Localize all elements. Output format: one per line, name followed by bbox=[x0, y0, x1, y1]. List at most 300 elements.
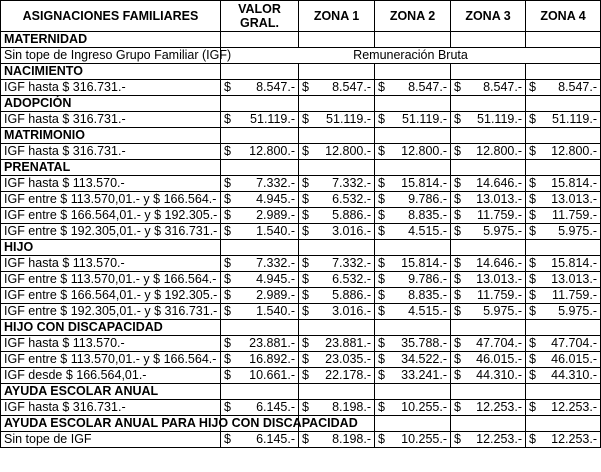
amount-cell bbox=[451, 144, 526, 160]
currency-sign: $ bbox=[224, 352, 231, 366]
amount-cell bbox=[451, 400, 526, 416]
empty-cell bbox=[221, 240, 299, 256]
table-body bbox=[1, 32, 601, 448]
currency-sign: $ bbox=[454, 288, 461, 302]
section-title: ADOPCIÓN bbox=[1, 96, 221, 112]
amount-value: 7.332.- bbox=[332, 256, 371, 270]
empty-cell bbox=[375, 384, 451, 400]
section-title: AYUDA ESCOLAR ANUAL bbox=[1, 384, 221, 400]
currency-sign: $ bbox=[302, 432, 309, 446]
empty-cell bbox=[526, 64, 601, 80]
amount-cell bbox=[451, 176, 526, 192]
amount-value: 44.310.- bbox=[476, 368, 522, 382]
amount-cell bbox=[526, 400, 601, 416]
currency-sign: $ bbox=[454, 368, 461, 382]
amount-value: 8.547.- bbox=[332, 80, 371, 94]
amount-value: 12.800.- bbox=[401, 144, 447, 158]
row-label: IGF entre $ 192.305,01.- y $ 316.731.- bbox=[1, 224, 221, 240]
amount-cell bbox=[451, 304, 526, 320]
amount-value: 11.759.- bbox=[552, 288, 597, 302]
table-row bbox=[1, 304, 601, 320]
amount-cell bbox=[526, 368, 601, 384]
currency-sign: $ bbox=[302, 336, 309, 350]
amount-cell bbox=[451, 112, 526, 128]
currency-sign: $ bbox=[378, 256, 385, 270]
section-row bbox=[1, 64, 601, 80]
amount-value: 47.704.- bbox=[476, 336, 522, 350]
empty-cell bbox=[375, 320, 451, 336]
amount-value: 7.332.- bbox=[256, 176, 295, 190]
empty-cell bbox=[526, 384, 601, 400]
empty-cell bbox=[221, 384, 299, 400]
amount-cell bbox=[375, 432, 451, 448]
amount-value: 10.661.- bbox=[249, 368, 295, 382]
currency-sign: $ bbox=[529, 272, 536, 286]
section-row bbox=[1, 320, 601, 336]
currency-sign: $ bbox=[529, 208, 536, 222]
empty-cell bbox=[451, 32, 526, 48]
amount-value: 44.310.- bbox=[551, 368, 597, 382]
empty-cell bbox=[299, 32, 375, 48]
amount-cell bbox=[451, 80, 526, 96]
currency-sign: $ bbox=[529, 224, 536, 238]
amount-value: 51.119.- bbox=[326, 112, 371, 126]
currency-sign: $ bbox=[302, 224, 309, 238]
amount-cell bbox=[221, 288, 299, 304]
row-label: IGF hasta $ 113.570.- bbox=[1, 336, 221, 352]
amount-value: 10.255.- bbox=[401, 432, 447, 446]
amount-cell bbox=[451, 208, 526, 224]
currency-sign: $ bbox=[224, 272, 231, 286]
table-row bbox=[1, 80, 601, 96]
row-label: Sin tope de Ingreso Grupo Familiar (IGF) bbox=[1, 48, 221, 64]
amount-cell bbox=[221, 224, 299, 240]
amount-cell bbox=[299, 400, 375, 416]
amount-cell bbox=[221, 80, 299, 96]
amount-cell bbox=[451, 288, 526, 304]
currency-sign: $ bbox=[378, 208, 385, 222]
header-zona-2: ZONA 2 bbox=[375, 1, 451, 32]
row-label: IGF entre $ 192.305,01.- y $ 316.731.- bbox=[1, 304, 221, 320]
empty-cell bbox=[526, 240, 601, 256]
empty-cell bbox=[299, 240, 375, 256]
amount-value: 13.013.- bbox=[476, 192, 522, 206]
amount-value: 14.646.- bbox=[476, 256, 522, 270]
currency-sign: $ bbox=[378, 304, 385, 318]
section-title: HIJO CON DISCAPACIDAD bbox=[1, 320, 221, 336]
amount-cell bbox=[299, 288, 375, 304]
currency-sign: $ bbox=[378, 192, 385, 206]
amount-value: 13.013.- bbox=[551, 192, 597, 206]
currency-sign: $ bbox=[529, 144, 536, 158]
amount-value: 22.178.- bbox=[325, 368, 371, 382]
currency-sign: $ bbox=[529, 352, 536, 366]
amount-value: 15.814.- bbox=[401, 176, 447, 190]
section-row bbox=[1, 96, 601, 112]
empty-cell bbox=[299, 128, 375, 144]
amount-cell bbox=[451, 336, 526, 352]
empty-cell bbox=[526, 320, 601, 336]
row-label: IGF hasta $ 316.731.- bbox=[1, 80, 221, 96]
amount-value: 4.945.- bbox=[256, 192, 295, 206]
empty-cell bbox=[451, 240, 526, 256]
currency-sign: $ bbox=[378, 400, 385, 414]
currency-sign: $ bbox=[302, 208, 309, 222]
amount-value: 5.886.- bbox=[332, 288, 371, 302]
amount-value: 51.119.- bbox=[552, 112, 597, 126]
header-zona-1: ZONA 1 bbox=[299, 1, 375, 32]
amount-cell bbox=[221, 352, 299, 368]
currency-sign: $ bbox=[529, 432, 536, 446]
row-label: IGF desde $ 166.564,01.- bbox=[1, 368, 221, 384]
amount-value: 33.241.- bbox=[401, 368, 447, 382]
empty-cell bbox=[451, 320, 526, 336]
empty-cell bbox=[375, 128, 451, 144]
amount-value: 14.646.- bbox=[476, 176, 522, 190]
currency-sign: $ bbox=[302, 256, 309, 270]
amount-value: 11.759.- bbox=[477, 288, 522, 302]
amount-cell bbox=[375, 352, 451, 368]
amount-cell bbox=[221, 144, 299, 160]
amount-cell bbox=[299, 112, 375, 128]
currency-sign: $ bbox=[454, 400, 461, 414]
amount-cell bbox=[526, 272, 601, 288]
amount-value: 7.332.- bbox=[256, 256, 295, 270]
currency-sign: $ bbox=[454, 304, 461, 318]
amount-value: 8.547.- bbox=[558, 80, 597, 94]
row-label: IGF hasta $ 316.731.- bbox=[1, 144, 221, 160]
table-row bbox=[1, 288, 601, 304]
currency-sign: $ bbox=[224, 192, 231, 206]
amount-cell bbox=[526, 256, 601, 272]
amount-value: 12.800.- bbox=[325, 144, 371, 158]
amount-value: 3.016.- bbox=[332, 224, 371, 238]
currency-sign: $ bbox=[224, 208, 231, 222]
section-title: AYUDA ESCOLAR ANUAL PARA HIJO CON DISCAPACIDAD bbox=[1, 416, 221, 432]
amount-cell bbox=[375, 368, 451, 384]
amount-cell bbox=[375, 304, 451, 320]
currency-sign: $ bbox=[378, 144, 385, 158]
amount-value: 5.886.- bbox=[332, 208, 371, 222]
currency-sign: $ bbox=[224, 368, 231, 382]
currency-sign: $ bbox=[224, 224, 231, 238]
row-label: IGF entre $ 113.570,01.- y $ 166.564.- bbox=[1, 272, 221, 288]
empty-cell bbox=[299, 320, 375, 336]
empty-cell bbox=[375, 64, 451, 80]
table-row bbox=[1, 192, 601, 208]
amount-value: 1.540.- bbox=[256, 304, 295, 318]
empty-cell bbox=[451, 160, 526, 176]
currency-sign: $ bbox=[378, 368, 385, 382]
amount-value: 5.975.- bbox=[558, 304, 597, 318]
remuneracion-note: Remuneración Bruta bbox=[221, 48, 601, 64]
amount-value: 35.788.- bbox=[401, 336, 447, 350]
amount-value: 15.814.- bbox=[551, 176, 597, 190]
row-label: IGF entre $ 166.564,01.- y $ 192.305.- bbox=[1, 288, 221, 304]
row-label: IGF hasta $ 113.570.- bbox=[1, 176, 221, 192]
currency-sign: $ bbox=[302, 192, 309, 206]
currency-sign: $ bbox=[454, 336, 461, 350]
amount-value: 12.253.- bbox=[551, 432, 597, 446]
currency-sign: $ bbox=[529, 80, 536, 94]
amount-value: 23.881.- bbox=[325, 336, 371, 350]
amount-cell bbox=[375, 256, 451, 272]
amount-cell bbox=[221, 192, 299, 208]
amount-cell bbox=[451, 192, 526, 208]
amount-value: 8.547.- bbox=[256, 80, 295, 94]
amount-cell bbox=[221, 400, 299, 416]
amount-value: 46.015.- bbox=[476, 352, 522, 366]
amount-cell bbox=[451, 352, 526, 368]
amount-value: 12.253.- bbox=[551, 400, 597, 414]
currency-sign: $ bbox=[454, 352, 461, 366]
amount-cell bbox=[299, 272, 375, 288]
currency-sign: $ bbox=[224, 288, 231, 302]
amount-cell bbox=[375, 176, 451, 192]
amount-value: 6.145.- bbox=[256, 400, 295, 414]
section-title: NACIMIENTO bbox=[1, 64, 221, 80]
amount-cell bbox=[299, 176, 375, 192]
currency-sign: $ bbox=[224, 176, 231, 190]
amount-cell bbox=[526, 176, 601, 192]
amount-cell bbox=[451, 368, 526, 384]
section-row bbox=[1, 240, 601, 256]
currency-sign: $ bbox=[224, 336, 231, 350]
amount-value: 13.013.- bbox=[551, 272, 597, 286]
empty-cell bbox=[299, 64, 375, 80]
amount-cell bbox=[451, 432, 526, 448]
amount-cell bbox=[221, 336, 299, 352]
amount-cell bbox=[375, 80, 451, 96]
amount-value: 6.145.- bbox=[256, 432, 295, 446]
currency-sign: $ bbox=[378, 224, 385, 238]
amount-cell bbox=[526, 224, 601, 240]
amount-value: 51.119.- bbox=[250, 112, 295, 126]
amount-value: 2.989.- bbox=[256, 208, 295, 222]
table-row bbox=[1, 432, 601, 448]
amount-cell bbox=[299, 432, 375, 448]
amount-cell bbox=[375, 224, 451, 240]
amount-cell bbox=[299, 256, 375, 272]
amount-cell bbox=[221, 256, 299, 272]
amount-value: 12.253.- bbox=[476, 400, 522, 414]
currency-sign: $ bbox=[529, 336, 536, 350]
currency-sign: $ bbox=[378, 80, 385, 94]
amount-cell bbox=[221, 176, 299, 192]
table-row bbox=[1, 224, 601, 240]
amount-value: 1.540.- bbox=[256, 224, 295, 238]
empty-cell bbox=[451, 384, 526, 400]
row-label: IGF hasta $ 316.731.- bbox=[1, 400, 221, 416]
amount-cell bbox=[299, 336, 375, 352]
currency-sign: $ bbox=[302, 80, 309, 94]
amount-cell bbox=[375, 288, 451, 304]
amount-cell bbox=[375, 272, 451, 288]
amount-cell bbox=[526, 112, 601, 128]
currency-sign: $ bbox=[454, 272, 461, 286]
row-label: IGF entre $ 166.564,01.- y $ 192.305.- bbox=[1, 208, 221, 224]
header-valor-gral: VALOR GRAL. bbox=[221, 1, 299, 32]
amount-value: 8.547.- bbox=[408, 80, 447, 94]
header-zona-3: ZONA 3 bbox=[451, 1, 526, 32]
currency-sign: $ bbox=[454, 144, 461, 158]
amount-value: 2.989.- bbox=[256, 288, 295, 302]
currency-sign: $ bbox=[529, 368, 536, 382]
header-row bbox=[1, 1, 601, 32]
empty-cell bbox=[526, 416, 601, 432]
empty-cell bbox=[375, 32, 451, 48]
amount-cell bbox=[451, 224, 526, 240]
amount-value: 5.975.- bbox=[483, 304, 522, 318]
empty-cell bbox=[375, 240, 451, 256]
section-title: MATERNIDAD bbox=[1, 32, 221, 48]
currency-sign: $ bbox=[224, 400, 231, 414]
currency-sign: $ bbox=[302, 288, 309, 302]
amount-cell bbox=[221, 432, 299, 448]
amount-value: 23.881.- bbox=[249, 336, 295, 350]
amount-value: 34.522.- bbox=[401, 352, 447, 366]
header-zona-4: ZONA 4 bbox=[526, 1, 601, 32]
currency-sign: $ bbox=[454, 112, 461, 126]
amount-value: 5.975.- bbox=[558, 224, 597, 238]
amount-cell bbox=[299, 368, 375, 384]
amount-value: 9.786.- bbox=[408, 272, 447, 286]
currency-sign: $ bbox=[454, 256, 461, 270]
amount-cell bbox=[299, 192, 375, 208]
amount-value: 23.035.- bbox=[325, 352, 371, 366]
table-row bbox=[1, 256, 601, 272]
amount-cell bbox=[526, 432, 601, 448]
empty-cell bbox=[221, 320, 299, 336]
empty-cell bbox=[221, 64, 299, 80]
amount-value: 15.814.- bbox=[401, 256, 447, 270]
amount-cell bbox=[375, 112, 451, 128]
amount-cell bbox=[526, 144, 601, 160]
amount-value: 51.119.- bbox=[477, 112, 522, 126]
empty-cell bbox=[526, 128, 601, 144]
table-row bbox=[1, 368, 601, 384]
table-row bbox=[1, 352, 601, 368]
currency-sign: $ bbox=[378, 352, 385, 366]
currency-sign: $ bbox=[529, 256, 536, 270]
table-row bbox=[1, 112, 601, 128]
currency-sign: $ bbox=[378, 112, 385, 126]
section-row bbox=[1, 160, 601, 176]
amount-value: 5.975.- bbox=[483, 224, 522, 238]
empty-cell bbox=[526, 96, 601, 112]
empty-cell bbox=[375, 416, 451, 432]
header-asignaciones: ASIGNACIONES FAMILIARES bbox=[1, 1, 221, 32]
row-label: IGF hasta $ 113.570.- bbox=[1, 256, 221, 272]
amount-cell bbox=[299, 304, 375, 320]
section-row bbox=[1, 128, 601, 144]
amount-cell bbox=[375, 208, 451, 224]
amount-cell bbox=[375, 400, 451, 416]
currency-sign: $ bbox=[378, 288, 385, 302]
empty-cell bbox=[375, 160, 451, 176]
empty-cell bbox=[451, 96, 526, 112]
amount-value: 10.255.- bbox=[401, 400, 447, 414]
amount-value: 47.704.- bbox=[551, 336, 597, 350]
empty-cell bbox=[299, 384, 375, 400]
amount-cell bbox=[375, 144, 451, 160]
row-label: IGF hasta $ 316.731.- bbox=[1, 112, 221, 128]
amount-value: 8.198.- bbox=[332, 432, 371, 446]
currency-sign: $ bbox=[529, 112, 536, 126]
currency-sign: $ bbox=[302, 368, 309, 382]
section-title: HIJO bbox=[1, 240, 221, 256]
currency-sign: $ bbox=[454, 208, 461, 222]
amount-value: 51.119.- bbox=[402, 112, 447, 126]
currency-sign: $ bbox=[302, 112, 309, 126]
table-row bbox=[1, 208, 601, 224]
amount-value: 11.759.- bbox=[552, 208, 597, 222]
amount-cell bbox=[526, 192, 601, 208]
amount-value: 15.814.- bbox=[551, 256, 597, 270]
currency-sign: $ bbox=[224, 80, 231, 94]
section-row bbox=[1, 384, 601, 400]
amount-value: 9.786.- bbox=[408, 192, 447, 206]
table-row bbox=[1, 176, 601, 192]
empty-cell bbox=[221, 128, 299, 144]
section-title: MATRIMONIO bbox=[1, 128, 221, 144]
table-row bbox=[1, 272, 601, 288]
currency-sign: $ bbox=[378, 272, 385, 286]
amount-value: 7.332.- bbox=[332, 176, 371, 190]
empty-cell bbox=[451, 64, 526, 80]
amount-value: 13.013.- bbox=[476, 272, 522, 286]
amount-cell bbox=[526, 352, 601, 368]
amount-cell bbox=[299, 80, 375, 96]
amount-cell bbox=[299, 224, 375, 240]
amount-cell bbox=[221, 208, 299, 224]
row-label: IGF entre $ 113.570,01.- y $ 166.564.- bbox=[1, 192, 221, 208]
currency-sign: $ bbox=[302, 400, 309, 414]
empty-cell bbox=[375, 96, 451, 112]
amount-cell bbox=[451, 272, 526, 288]
empty-cell bbox=[221, 96, 299, 112]
amount-value: 8.198.- bbox=[332, 400, 371, 414]
amount-cell bbox=[526, 304, 601, 320]
currency-sign: $ bbox=[224, 256, 231, 270]
currency-sign: $ bbox=[454, 432, 461, 446]
note-row bbox=[1, 48, 601, 64]
currency-sign: $ bbox=[224, 304, 231, 318]
currency-sign: $ bbox=[302, 144, 309, 158]
empty-cell bbox=[221, 32, 299, 48]
currency-sign: $ bbox=[529, 288, 536, 302]
currency-sign: $ bbox=[529, 176, 536, 190]
amount-value: 8.835.- bbox=[408, 208, 447, 222]
table-row bbox=[1, 336, 601, 352]
amount-value: 6.532.- bbox=[332, 192, 371, 206]
amount-value: 4.515.- bbox=[408, 304, 447, 318]
currency-sign: $ bbox=[378, 432, 385, 446]
amount-cell bbox=[299, 208, 375, 224]
amount-value: 46.015.- bbox=[551, 352, 597, 366]
amount-value: 4.945.- bbox=[256, 272, 295, 286]
currency-sign: $ bbox=[454, 80, 461, 94]
empty-cell bbox=[526, 160, 601, 176]
currency-sign: $ bbox=[302, 352, 309, 366]
currency-sign: $ bbox=[529, 400, 536, 414]
amount-value: 8.547.- bbox=[483, 80, 522, 94]
currency-sign: $ bbox=[224, 432, 231, 446]
amount-value: 6.532.- bbox=[332, 272, 371, 286]
empty-cell bbox=[299, 160, 375, 176]
row-label: IGF entre $ 113.570,01.- y $ 166.564.- bbox=[1, 352, 221, 368]
amount-cell bbox=[299, 352, 375, 368]
